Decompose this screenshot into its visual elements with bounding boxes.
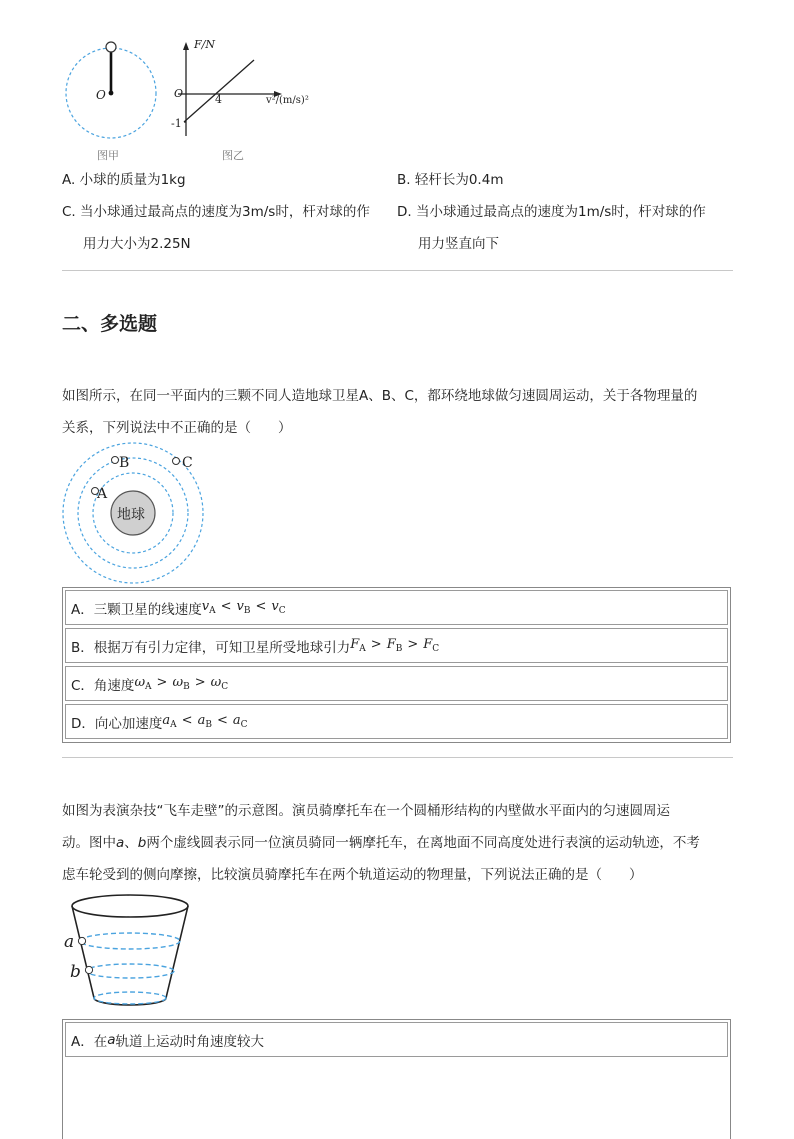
math-variable: v xyxy=(236,599,244,614)
satellite-label-c: C xyxy=(182,455,193,471)
prev-option-c-line2: 用力大小为2.25N xyxy=(83,236,191,252)
q1-option-c-math xyxy=(134,675,228,692)
q1-stem-line1: 如图所示，在同一平面内的三颗不同人造地球卫星A、B、C，都环绕地球做匀速圆周运动，关于各物理量的 xyxy=(62,388,698,404)
math-variable: ω xyxy=(210,675,222,690)
prev-option-a: A. 小球的质量为1kg xyxy=(62,172,186,188)
fig-b-y-axis-label: F/N xyxy=(194,38,215,51)
math-variable: ω xyxy=(134,675,146,690)
q2-stem-line1: 如图为表演杂技“飞车走壁”的示意图。演员骑摩托车在一个圆桶形结构的内壁做水平面内的匀速圆周运 xyxy=(62,803,670,819)
q2-stem-line2-part: 动。图中 xyxy=(62,835,116,851)
math-operator: > xyxy=(370,637,382,652)
q1-options-table xyxy=(62,587,731,743)
q2-option-a-var: a xyxy=(107,1031,116,1048)
q1-option-a[interactable] xyxy=(65,590,728,625)
rider-a xyxy=(78,937,85,944)
math-variable: F xyxy=(386,637,396,652)
math-operator: < xyxy=(216,713,228,728)
q2-option-a-part: 轨道上运动时角速度较大 xyxy=(115,1033,265,1050)
fig-a-center-label: O xyxy=(96,88,106,102)
q2-option-a-part: A．在 xyxy=(71,1033,108,1050)
q1-option-d-math xyxy=(162,713,247,730)
math-variable: F xyxy=(423,637,433,652)
barrel-figure xyxy=(62,890,202,1016)
satellite-c xyxy=(173,458,180,465)
math-subscript: C xyxy=(240,720,248,730)
q2-stem-line2-part: 两个虚线圆表示同一位演员骑同一辆摩托车，在离地面不同高度处进行表演的运动轨迹，不考 xyxy=(146,835,700,851)
math-operator: < xyxy=(255,599,267,614)
math-operator: < xyxy=(181,713,193,728)
math-variable: a xyxy=(232,713,241,728)
q2-stem-line3: 虑车轮受到的侧向摩擦，比较演员骑摩托车在两个轨道运动的物理量，下列说法正确的是（ ） xyxy=(62,867,643,883)
q1-option-c-text: C．角速度 xyxy=(71,677,135,694)
q1-stem-line2: 关系，下列说法中不正确的是（ ） xyxy=(62,420,292,436)
math-operator: > xyxy=(407,637,419,652)
math-subscript: B xyxy=(395,644,403,654)
prev-option-b: B. 轻杆长为0.4m xyxy=(397,172,504,188)
section-heading: 二、多选题 xyxy=(62,313,158,335)
q2-stem-line2 xyxy=(62,835,700,851)
math-variable: v xyxy=(271,599,279,614)
math-subscript: C xyxy=(221,682,229,692)
fig-b-x-axis-label: v²/(m/s)² xyxy=(266,95,309,106)
barrel-label-a: a xyxy=(64,932,75,952)
rider-b xyxy=(85,966,92,973)
q2-stem-line2-part: 、 xyxy=(124,835,138,851)
q1-option-a-math xyxy=(202,599,286,616)
satellite-label-a: A xyxy=(97,486,108,502)
math-variable: a xyxy=(197,713,206,728)
prev-option-d-line2: 用力竖直向下 xyxy=(418,236,499,252)
barrel-label-b: b xyxy=(70,962,81,982)
satellite-label-b: B xyxy=(119,455,130,471)
q1-option-b[interactable] xyxy=(65,628,728,663)
fig-b-caption: 图乙 xyxy=(222,149,244,162)
math-subscript: A xyxy=(145,682,152,692)
q1-option-d-text: D．向心加速度 xyxy=(71,715,163,732)
math-operator: < xyxy=(220,599,232,614)
q2-option-a[interactable] xyxy=(65,1022,728,1057)
q1-option-b-text: B．根据万有引力定律，可知卫星所受地球引力 xyxy=(71,639,351,656)
q1-option-b-math xyxy=(350,637,439,654)
math-subscript: B xyxy=(205,720,212,730)
math-subscript: B xyxy=(183,682,190,692)
q1-option-a-text: A．三颗卫星的线速度 xyxy=(71,601,202,618)
math-operator: > xyxy=(194,675,206,690)
satellite-b xyxy=(112,457,119,464)
q2-stem-var-b: b xyxy=(137,835,147,851)
q2-stem-var-a: a xyxy=(116,835,125,851)
prev-option-c-line1: C. 当小球通过最高点的速度为3m/s时，杆对球的作 xyxy=(62,204,370,220)
earth-label: 地球 xyxy=(117,507,145,523)
divider xyxy=(62,270,733,271)
fig-b-y-tick: -1 xyxy=(171,117,182,130)
math-subscript: C xyxy=(432,644,440,654)
divider xyxy=(62,757,733,758)
prev-option-d-line1: D. 当小球通过最高点的速度为1m/s时，杆对球的作 xyxy=(397,204,706,220)
fig-b-origin-label: O xyxy=(174,87,184,100)
math-subscript: B xyxy=(243,606,251,616)
fig-b-graph xyxy=(170,40,285,140)
fig-a-circle-rod xyxy=(60,36,164,154)
math-variable: v xyxy=(201,599,210,614)
math-subscript: C xyxy=(278,606,286,616)
math-subscript: A xyxy=(359,644,366,654)
math-variable: F xyxy=(350,637,360,652)
q2-options-table xyxy=(62,1019,731,1139)
math-subscript: A xyxy=(209,606,216,616)
fig-a-caption: 图甲 xyxy=(97,149,119,162)
math-variable: a xyxy=(162,713,171,728)
math-variable: ω xyxy=(172,675,184,690)
math-operator: > xyxy=(156,675,168,690)
math-subscript: A xyxy=(170,720,177,730)
fig-b-x-tick: 4 xyxy=(215,93,222,106)
q1-option-d[interactable] xyxy=(65,704,728,739)
q1-option-c[interactable] xyxy=(65,666,728,701)
